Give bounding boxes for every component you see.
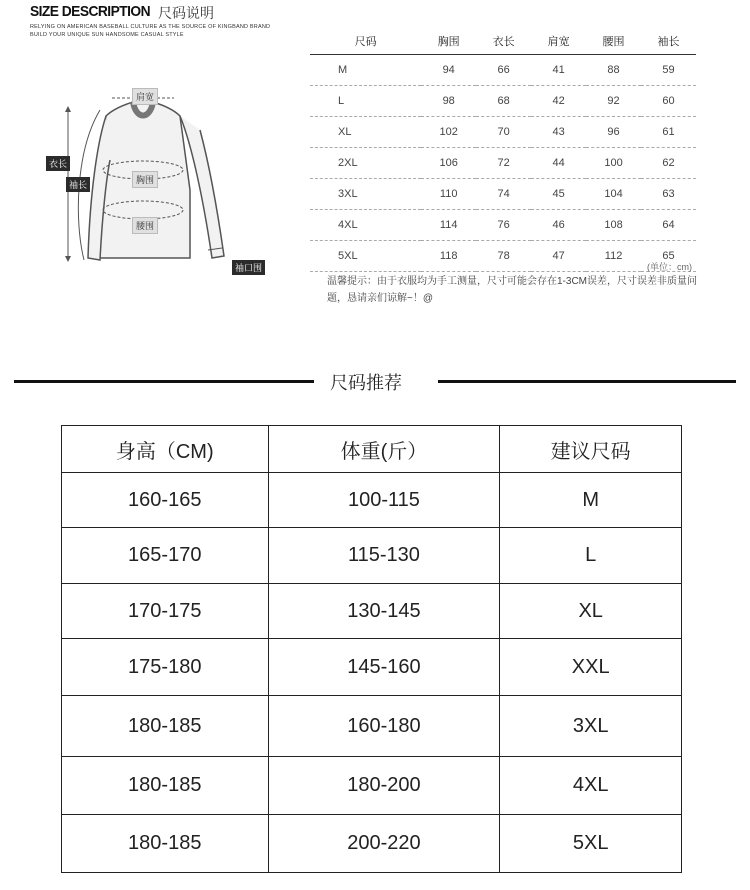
table-cell: 47: [531, 241, 586, 272]
table-cell: 180-200: [268, 757, 500, 815]
table-cell: 78: [476, 241, 531, 272]
table-cell: 180-185: [62, 757, 269, 815]
size-table-header: 尺码: [310, 28, 421, 55]
table-cell: 200-220: [268, 815, 500, 873]
table-cell: 4XL: [500, 757, 682, 815]
size-table-header: 肩宽: [531, 28, 586, 55]
sweater-illustration: [40, 70, 290, 280]
section-divider-left: [14, 380, 314, 383]
table-cell: 41: [531, 55, 586, 86]
table-cell: 115-130: [268, 528, 500, 584]
table-row: [62, 639, 682, 696]
table-cell: 96: [586, 117, 641, 148]
waist-label: 腰围: [132, 217, 158, 234]
table-row: [310, 210, 696, 241]
recommend-title: 尺码推荐: [330, 373, 402, 393]
table-row: [310, 86, 696, 117]
rec-header-size: 建议尺码: [500, 426, 682, 473]
table-cell: 112: [586, 241, 641, 272]
table-cell: 46: [531, 210, 586, 241]
table-cell: 42: [531, 86, 586, 117]
table-cell: 170-175: [62, 584, 269, 639]
table-cell: XXL: [500, 639, 682, 696]
table-cell: 165-170: [62, 528, 269, 584]
table-row: [310, 148, 696, 179]
table-cell: 180-185: [62, 815, 269, 873]
garment-measurement-diagram: [40, 70, 290, 280]
table-cell: 160-165: [62, 473, 269, 528]
table-row: [62, 696, 682, 757]
size-measurement-table: [310, 28, 696, 272]
table-row: [62, 584, 682, 639]
table-cell: 64: [641, 210, 696, 241]
table-row: [62, 815, 682, 873]
table-cell: 102: [421, 117, 476, 148]
table-cell: 43: [531, 117, 586, 148]
table-cell: 63: [641, 179, 696, 210]
table-cell: 104: [586, 179, 641, 210]
table-cell: 88: [586, 55, 641, 86]
table-row: [62, 528, 682, 584]
table-cell: 65: [641, 241, 696, 272]
title-cn: 尺码说明: [158, 5, 214, 21]
table-cell: 62: [641, 148, 696, 179]
size-table-header: 袖长: [641, 28, 696, 55]
size-table-header: 胸围: [421, 28, 476, 55]
size-table-header: 衣长: [476, 28, 531, 55]
table-cell: 175-180: [62, 639, 269, 696]
table-row: [310, 241, 696, 272]
table-cell: 145-160: [268, 639, 500, 696]
size-table-header: 腰围: [586, 28, 641, 55]
table-cell: L: [500, 528, 682, 584]
table-row: [62, 757, 682, 815]
table-cell: M: [500, 473, 682, 528]
table-cell: 100: [586, 148, 641, 179]
table-row: [62, 473, 682, 528]
table-cell: 72: [476, 148, 531, 179]
table-cell: 5XL: [310, 241, 421, 272]
table-cell: L: [310, 86, 421, 117]
section-divider-right: [438, 380, 736, 383]
table-cell: 66: [476, 55, 531, 86]
table-cell: 5XL: [500, 815, 682, 873]
table-cell: 4XL: [310, 210, 421, 241]
rec-header-row: [62, 426, 682, 473]
table-cell: 3XL: [500, 696, 682, 757]
table-cell: XL: [500, 584, 682, 639]
table-cell: 3XL: [310, 179, 421, 210]
chest-label: 胸围: [132, 171, 158, 188]
size-description-section: [0, 0, 750, 330]
table-cell: 106: [421, 148, 476, 179]
sleeve-label: 袖长: [66, 177, 90, 192]
table-cell: 180-185: [62, 696, 269, 757]
table-row: [310, 179, 696, 210]
table-cell: 44: [531, 148, 586, 179]
table-cell: 160-180: [268, 696, 500, 757]
table-cell: 70: [476, 117, 531, 148]
size-recommendation-table: [61, 425, 682, 873]
table-cell: 100-115: [268, 473, 500, 528]
table-cell: M: [310, 55, 421, 86]
measurement-note: 温馨提示：由于衣服均为手工测量，尺寸可能会存在1-3CM误差，尺寸误差非质量问题，恳请亲们谅解~！@: [327, 276, 698, 304]
table-row: [310, 55, 696, 86]
table-cell: 45: [531, 179, 586, 210]
title-en: SIZE DESCRIPTION: [30, 3, 150, 20]
table-cell: 59: [641, 55, 696, 86]
table-cell: 108: [586, 210, 641, 241]
table-cell: 130-145: [268, 584, 500, 639]
cuff-label: 袖口围: [232, 260, 265, 275]
size-table-header-row: [310, 28, 696, 55]
shoulder-label: 肩宽: [132, 88, 158, 105]
table-cell: 98: [421, 86, 476, 117]
rec-header-height: 身高（CM): [62, 426, 269, 473]
table-row: [310, 117, 696, 148]
subtitle-line2: BUILD YOUR UNIQUE SUN HANDSOME CASUAL STYLE: [30, 32, 184, 38]
table-cell: 68: [476, 86, 531, 117]
table-cell: 60: [641, 86, 696, 117]
table-cell: XL: [310, 117, 421, 148]
table-cell: 92: [586, 86, 641, 117]
table-cell: 76: [476, 210, 531, 241]
subtitle-line1: RELYING ON AMERICAN BASEBALL CULTURE AS THE SOURCE OF KINGBAND BRAND: [30, 24, 271, 30]
table-cell: 74: [476, 179, 531, 210]
length-label: 衣长: [46, 156, 70, 171]
table-cell: 118: [421, 241, 476, 272]
table-cell: 2XL: [310, 148, 421, 179]
unit-label: (单位：cm): [647, 262, 692, 272]
table-cell: 114: [421, 210, 476, 241]
table-cell: 110: [421, 179, 476, 210]
table-cell: 61: [641, 117, 696, 148]
table-cell: 94: [421, 55, 476, 86]
rec-header-weight: 体重(斤）: [268, 426, 500, 473]
